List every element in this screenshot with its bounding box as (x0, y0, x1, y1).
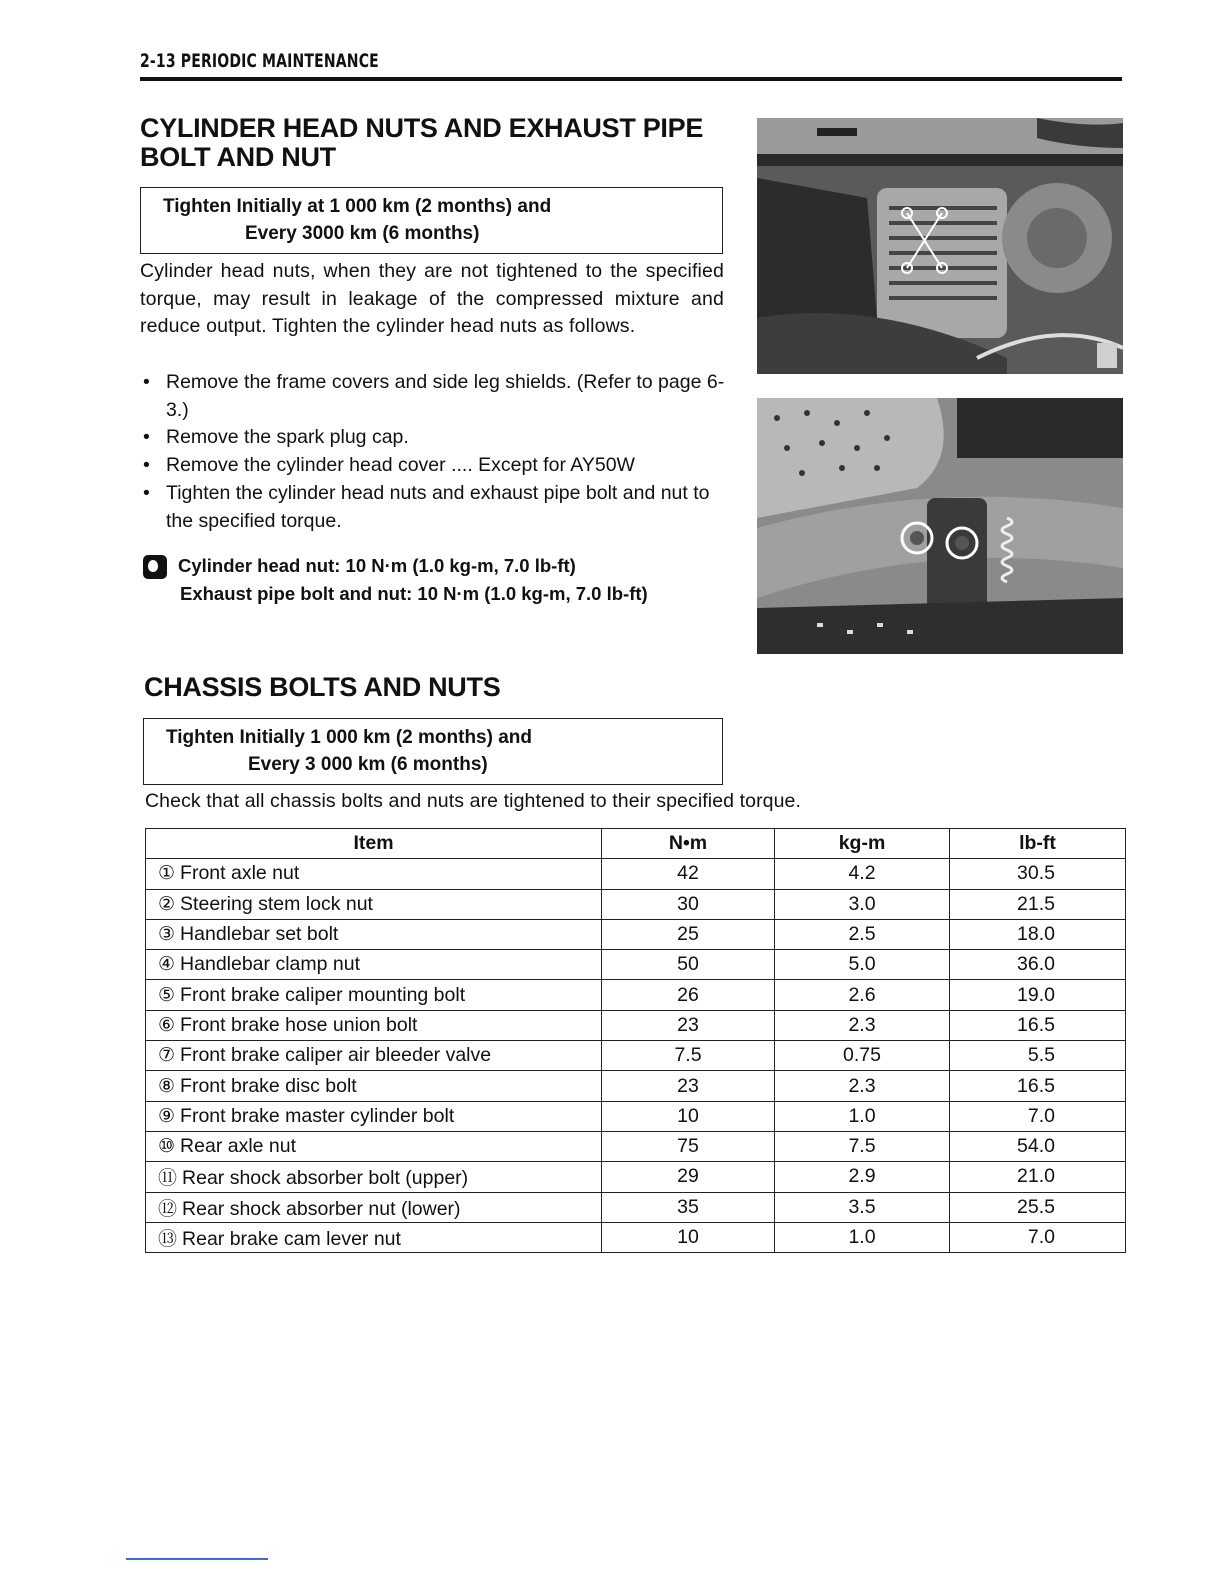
torque-cylinder-head-nut: Cylinder head nut: 10 N·m (1.0 kg-m, 7.0 lb-ft) (178, 555, 576, 576)
kgm-cell: 5.0 (775, 950, 950, 980)
kgm-cell: 2.6 (775, 980, 950, 1010)
lbft-cell: 25.5 (950, 1192, 1126, 1222)
kgm-cell: 3.5 (775, 1192, 950, 1222)
table-row (146, 1071, 1126, 1101)
section1-bullet-list (140, 369, 726, 535)
list-item: • Tighten the cylinder head nuts and exhaust pipe bolt and nut to the specified torque. (143, 481, 710, 532)
lbft-cell: 36.0 (950, 950, 1126, 980)
page-header-text: 2-13 PERIODIC MAINTENANCE (140, 50, 379, 72)
exhaust-pipe-photo (757, 398, 1123, 654)
table-row (146, 980, 1126, 1010)
lbft-cell: 21.5 (950, 889, 1126, 919)
table-row (146, 1162, 1126, 1192)
footer-line (126, 1558, 268, 1560)
item-cell: ② Steering stem lock nut (146, 889, 602, 919)
header-lbft: lb-ft (950, 829, 1126, 859)
header-nm: N•m (602, 829, 775, 859)
table-row (146, 919, 1126, 949)
table-row (146, 889, 1126, 919)
bullet-icon: • (143, 481, 150, 504)
item-cell: ⑬ Rear brake cam lever nut (146, 1222, 602, 1252)
kgm-cell: 1.0 (775, 1222, 950, 1252)
bullet-icon: • (143, 454, 150, 477)
section1-title-line1: CYLINDER HEAD NUTS AND EXHAUST PIPE (140, 113, 704, 143)
lbft-cell: 7.0 (950, 1101, 1126, 1131)
item-cell: ⑪ Rear shock absorber bolt (upper) (146, 1162, 602, 1192)
lbft-cell: 30.5 (950, 859, 1126, 889)
item-cell: ⑫ Rear shock absorber nut (lower) (146, 1192, 602, 1222)
table-row (146, 1222, 1126, 1252)
section1-title-line2: BOLT AND NUT (140, 142, 336, 172)
lbft-cell: 21.0 (950, 1162, 1126, 1192)
nm-cell: 26 (602, 980, 775, 1010)
cylinder-head-photo (757, 118, 1123, 374)
item-cell: ④ Handlebar clamp nut (146, 950, 602, 980)
section1-title (140, 114, 703, 172)
nm-cell: 75 (602, 1131, 775, 1161)
section2-title: CHASSIS BOLTS AND NUTS (144, 672, 501, 702)
section1-interval-line1: Tighten Initially at 1 000 km (2 months) and (163, 196, 552, 217)
table-row (146, 859, 1126, 889)
kgm-cell: 2.3 (775, 1010, 950, 1040)
lbft-cell: 54.0 (950, 1131, 1126, 1161)
section1-intro: Cylinder head nuts, when they are not tightened to the specified torque, may result in leakage of the compressed mixture and reduce output. Tighten the cylinder head nuts as follows. (140, 260, 724, 338)
table-row (146, 1131, 1126, 1161)
nm-cell: 23 (602, 1071, 775, 1101)
table-row (146, 1101, 1126, 1131)
item-cell: ⑦ Front brake caliper air bleeder valve (146, 1041, 602, 1071)
item-cell: ⑤ Front brake caliper mounting bolt (146, 980, 602, 1010)
lbft-cell: 18.0 (950, 919, 1126, 949)
list-item: • Remove the spark plug cap. (140, 424, 726, 452)
kgm-cell: 2.3 (775, 1071, 950, 1101)
section2-interval-box (143, 718, 723, 785)
item-cell: ⑩ Rear axle nut (146, 1131, 602, 1161)
list-item: • Remove the cylinder head cover .... Except for AY50W (140, 452, 726, 480)
table-header-row (146, 829, 1126, 859)
header-item: Item (146, 829, 602, 859)
lbft-cell: 16.5 (950, 1071, 1126, 1101)
nm-cell: 25 (602, 919, 775, 949)
nm-cell: 10 (602, 1101, 775, 1131)
section2-intro: Check that all chassis bolts and nuts are tightened to their specified torque. (145, 790, 802, 812)
nm-cell: 50 (602, 950, 775, 980)
bullet-icon: • (143, 426, 150, 449)
section2-interval-line1: Tighten Initially 1 000 km (2 months) and (166, 727, 533, 748)
section2-interval-line2: Every 3 000 km (6 months) (248, 754, 488, 775)
kgm-cell: 7.5 (775, 1131, 950, 1161)
lbft-cell: 19.0 (950, 980, 1126, 1010)
chassis-torque-table (145, 828, 1126, 1253)
kgm-cell: 3.0 (775, 889, 950, 919)
kgm-cell: 2.5 (775, 919, 950, 949)
lbft-cell: 7.0 (950, 1222, 1126, 1252)
item-cell: ① Front axle nut (146, 859, 602, 889)
table-row (146, 1041, 1126, 1071)
kgm-cell: 1.0 (775, 1101, 950, 1131)
nm-cell: 35 (602, 1192, 775, 1222)
nm-cell: 29 (602, 1162, 775, 1192)
table-row (146, 1192, 1126, 1222)
list-item: • Remove the frame covers and side leg shields. (Refer to page 6-3.) (143, 371, 725, 421)
header-kgm: kg-m (775, 829, 950, 859)
header-rule (140, 77, 1122, 81)
kgm-cell: 4.2 (775, 859, 950, 889)
item-cell: ⑧ Front brake disc bolt (146, 1071, 602, 1101)
nm-cell: 10 (602, 1222, 775, 1252)
nm-cell: 7.5 (602, 1041, 775, 1071)
table-row (146, 1010, 1126, 1040)
table-row (146, 950, 1126, 980)
section1-interval-line2: Every 3000 km (6 months) (245, 223, 480, 244)
page-header (140, 50, 1122, 72)
nm-cell: 30 (602, 889, 775, 919)
nm-cell: 42 (602, 859, 775, 889)
item-cell: ③ Handlebar set bolt (146, 919, 602, 949)
kgm-cell: 2.9 (775, 1162, 950, 1192)
item-cell: ⑥ Front brake hose union bolt (146, 1010, 602, 1040)
torque-wrench-icon (143, 555, 167, 579)
torque-exhaust-pipe-bolt: Exhaust pipe bolt and nut: 10 N·m (1.0 kg-m, 7.0 lb-ft) (180, 583, 648, 604)
bullet-icon: • (143, 371, 150, 393)
nm-cell: 23 (602, 1010, 775, 1040)
lbft-cell: 5.5 (950, 1041, 1126, 1071)
section1-interval-box (140, 187, 723, 254)
lbft-cell: 16.5 (950, 1010, 1126, 1040)
kgm-cell: 0.75 (775, 1041, 950, 1071)
item-cell: ⑨ Front brake master cylinder bolt (146, 1101, 602, 1131)
